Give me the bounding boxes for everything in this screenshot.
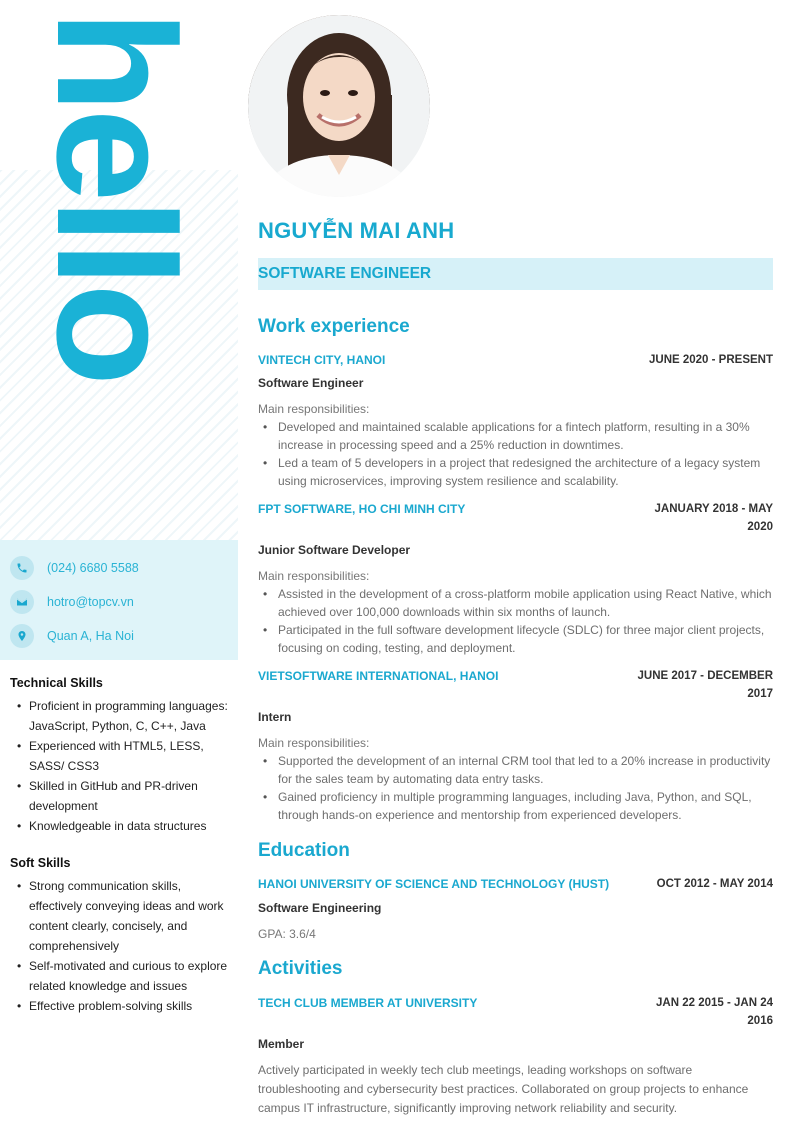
list-item: • Self-motivated and curious to explore related knowledge and issues: [10, 956, 235, 996]
contact-email-text[interactable]: hotro@topcv.vn: [47, 595, 134, 609]
job-position: Software Engineer: [258, 376, 364, 390]
education-gpa: GPA: 3.6/4: [258, 927, 316, 941]
contact-phone: [0, 551, 238, 585]
technical-skills-title: Technical Skills: [10, 676, 103, 690]
education-date: OCT 2012 - MAY 2014: [656, 878, 773, 890]
list-item: • Skilled in GitHub and PR-driven development: [10, 776, 235, 816]
job-date: [638, 667, 773, 703]
job-date-line2: 2020: [747, 521, 773, 533]
candidate-role: SOFTWARE ENGINEER: [258, 265, 432, 282]
list-item: • Developed and maintained scalable applications for a fintech platform, resulting in a 30% increase in processing speed and a 25% reduction in downtimes.: [258, 418, 773, 454]
avatar: [248, 15, 430, 197]
list-item: • Gained proficiency in multiple programming languages, including Java, Python, and SQL, through hands-on experience and mentorship from experienced developers.: [258, 788, 773, 824]
job-date: JUNE 2020 - PRESENT: [649, 354, 773, 366]
job-company: FPT SOFTWARE, HO CHI MINH CITY: [258, 502, 466, 516]
activity-date-line1: JAN 22 2015 - JAN 24: [656, 997, 773, 1009]
activities-title: Activities: [258, 958, 343, 979]
list-item: • Led a team of 5 developers in a project that redesigned the architecture of a legacy system using microservices, improving system resilience and scalability.: [258, 454, 773, 490]
job-responsibilities-label: Main responsibilities:: [258, 402, 370, 416]
activity-org: TECH CLUB MEMBER AT UNIVERSITY: [258, 996, 478, 1010]
job-position: Junior Software Developer: [258, 543, 411, 557]
soft-skills-list: [10, 876, 235, 1016]
activity-description: Actively participated in weekly tech club meetings, leading workshops on software troubleshooting and cybersecurity best practices. Collaborated on group projects to enhance campus IT infrastructure, significantly improving network reliability and security.: [258, 1063, 749, 1115]
job-company: VIETSOFTWARE INTERNATIONAL, HANOI: [258, 669, 499, 683]
job-date-line1: JANUARY 2018 - MAY: [654, 503, 773, 515]
contact-location: [0, 619, 238, 653]
list-item: • Proficient in programming languages: JavaScript, Python, C, C++, Java: [10, 696, 235, 736]
contact-email: [0, 585, 238, 619]
sidebar: [0, 0, 238, 1122]
list-item: • Experienced with HTML5, LESS, SASS/ CSS3: [10, 736, 235, 776]
contact-phone-text: (024) 6680 5588: [47, 561, 139, 575]
job-responsibilities-label: Main responsibilities:: [258, 569, 370, 583]
job-bullets: [258, 585, 773, 657]
job-company: VINTECH CITY, HANOI: [258, 353, 386, 367]
activity-role: Member: [258, 1037, 305, 1051]
list-item: • Supported the development of an internal CRM tool that led to a 20% increase in productivity for the sales team by automating data entry tasks.: [258, 752, 773, 788]
hello-text: hello: [22, 10, 210, 383]
contact-location-text: Quan A, Ha Noi: [47, 629, 134, 643]
list-item: • Participated in the full software development lifecycle (SDLC) for three major client projects, focusing on coding, testing, and deployment.: [258, 621, 773, 657]
skills-section: [10, 676, 235, 1036]
contact-box: [0, 540, 238, 660]
education-title: Education: [258, 840, 350, 861]
location-icon: [10, 624, 34, 648]
job-date: [655, 500, 773, 536]
candidate-name: NGUYỄN MAI ANH: [258, 218, 455, 243]
list-item: • Strong communication skills, effectively conveying ideas and work content clearly, concisely, and comprehensively: [10, 876, 235, 956]
job-bullets: [258, 752, 773, 824]
list-item: • Effective problem-solving skills: [10, 996, 235, 1016]
hello-banner: [0, 0, 238, 540]
activity-date: [656, 994, 773, 1030]
work-experience-title: Work experience: [258, 316, 410, 337]
education-school: HANOI UNIVERSITY OF SCIENCE AND TECHNOLOGY (HUST): [258, 877, 610, 891]
job-bullets: [258, 418, 773, 490]
job-responsibilities-label: Main responsibilities:: [258, 736, 370, 750]
list-item: • Knowledgeable in data structures: [10, 816, 235, 836]
education-major: Software Engineering: [258, 901, 382, 915]
email-icon: [10, 590, 34, 614]
list-item: • Assisted in the development of a cross-platform mobile application using React Native, which achieved over 100,000 downloads within six months of launch.: [258, 585, 773, 621]
phone-icon: [10, 556, 34, 580]
technical-skills-list: [10, 696, 235, 836]
activity-date-line2: 2016: [747, 1015, 773, 1027]
job-position: Intern: [258, 710, 292, 724]
job-date-line2: 2017: [747, 688, 773, 700]
job-date-line1: JUNE 2017 - DECEMBER: [637, 670, 773, 682]
soft-skills-title: Soft Skills: [10, 856, 71, 870]
